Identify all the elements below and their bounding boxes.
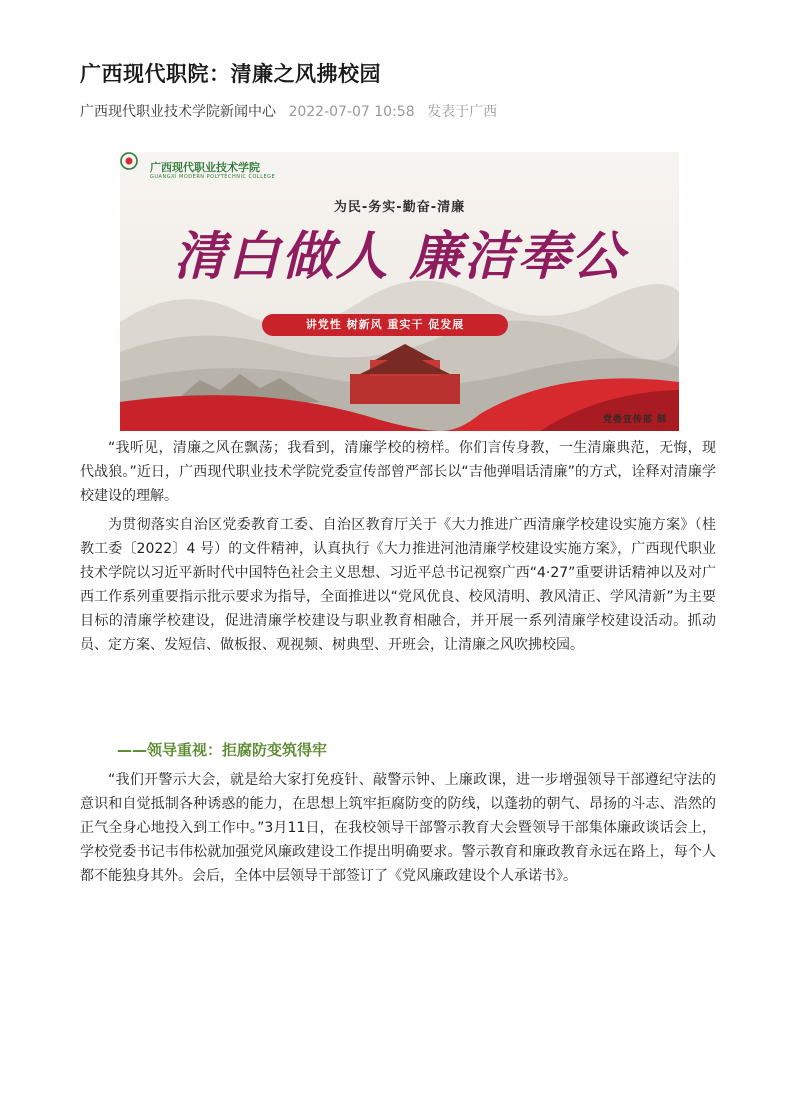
section-heading: ——领导重视：拒腐防变筑得牢 <box>117 741 328 759</box>
logo-english-name: GUANGXI MODERN POLYTECHNIC COLLEGE <box>150 174 276 180</box>
article-source[interactable]: 广西现代职业技术学院新闻中心 <box>80 104 276 120</box>
article-location: 发表于广西 <box>427 104 498 120</box>
slogan-main: 清白做人 廉洁奉公 <box>173 226 626 287</box>
paragraph-2: 为贯彻落实自治区党委教育工委、自治区教育厅关于《大力推进广西清廉学校建设实施方案》（桂教工委〔2022〕4 号）的文件精神，认真执行《大力推进河池清廉学校建设实施方案》，广西现代职业技术学院以习近平新时代中国特色社会主义思想、习近平总书记视察广西“4·27”重要讲话精神以及对广西工作系列重要指示批示要求为指导，全面推进以“党风优良、校风清明、教风清正、学风清新”为主要目标的清廉学校建设，促进清廉学校建设与职业教育相融合，并开展一系列清廉学校建设活动。抓动员、定方案、发短信、做板报、观视频、树典型、开班会，让清廉之风吹拂校园。 <box>80 517 716 653</box>
article-time: 2022-07-07 10:58 <box>288 104 415 120</box>
paragraph-3: “我们开警示大会，就是给大家打免疫针、敲警示钟、上廉政课，进一步增强领导干部遵纪守法的意识和自觉抵制各种诱惑的能力，在思想上筑牢拒腐防变的防线，以蓬勃的朝气、昂扬的斗志、浩然的正气全身心地投入到工作中。”3月11日，在我校领导干部警示教育大会暨领导干部集体廉政谈话会上，学校党委书记韦伟松就加强党风廉政建设工作提出明确要求。警示教育和廉政教育永远在路上，每个人都不能独身其外。会后，全体中层领导干部签订了《党风廉政建设个人承诺书》。 <box>80 772 716 884</box>
banner-credit: 党委宣传部 制 <box>602 415 667 425</box>
article-meta <box>80 101 497 121</box>
slogan-pill: 讲党性 树新风 重实干 促发展 <box>262 314 508 336</box>
logo-chinese-name: 广西现代职业技术学院 <box>150 161 260 174</box>
slogan-top: 为民-务实-勤奋-清廉 <box>333 200 466 215</box>
banner-image <box>120 152 679 431</box>
paragraph-1: “我听见，清廉之风在飘荡；我看到，清廉学校的榜样。你们言传身教，一生清廉典范，无悔，现代战狼。”近日，广西现代职业技术学院党委宣传部曾严部长以“吉他弹唱话清廉”的方式，诠释对清廉学校建设的理解。 <box>80 440 716 504</box>
article-title: 广西现代职院：清廉之风拂校园 <box>80 62 381 86</box>
banner-background <box>120 152 679 431</box>
college-logo-icon <box>120 152 138 170</box>
